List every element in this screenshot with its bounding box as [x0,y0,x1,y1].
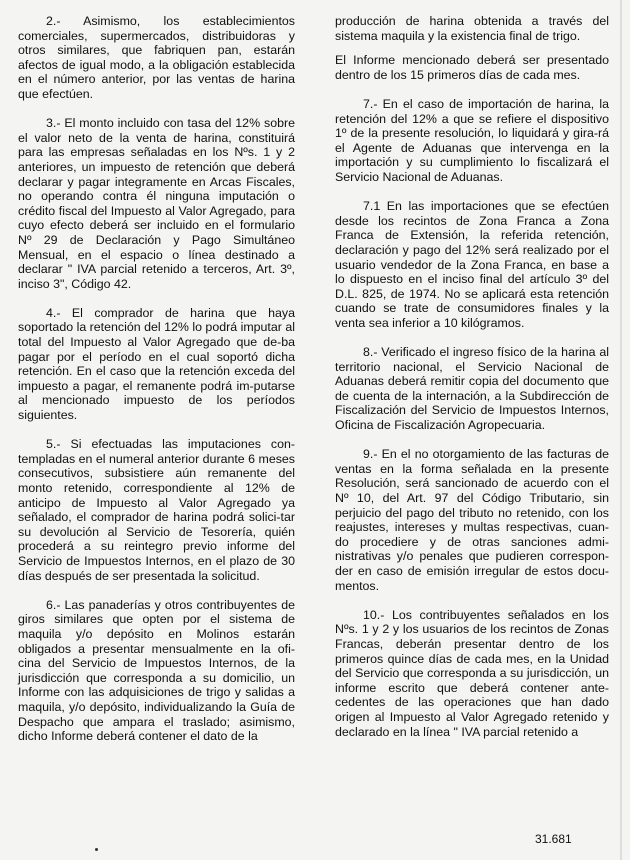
right-column [335,14,609,754]
paragraph-6-continued: producción de harina obtenida a través del sistema maquila y la existencia final de trigo. [335,14,609,43]
paragraph-9: 9.- En el no otorgamiento de las facturas de ventas en la forma señalada en la presente Resolución, será sancionado de acuerdo con el Nº 10, del Art. 97 del Código Tributario, sin perjuicio del pago del tributo no retenido, con los reajustes, intereses y multas respectivas, cuan-do procediere y de otras sanciones admi-nistrativas y/o penales que pudieren correspon-der en caso de emisión irregular de estos docu-mentos. [335,447,609,593]
left-column [18,14,295,758]
paragraph-7: 7.- En el caso de importación de harina, la retención del 12% a que se refiere el dispositivo 1º de la presente resolución, lo liquidará y gira-rá el Agente de Aduanas que intervenga en la importación y su cumplimiento lo fiscalizará el Servicio Nacional de Aduanas. [335,96,609,184]
paragraph-7-1: 7.1 En las importaciones que se efectúen desde los recintos de Zona Franca a Zona Franca de Extensión, la referida retención, declaración y pago del 12% será realizado por el usuario vendedor de la Zona Franca, en base a lo dispuesto en el inciso final del artículo 3º del D.L. 825, de 1974. No se aplicará esta retención cuando se trate de consumidores finales y la venta sea inferior a 10 kilógramos. [335,199,609,330]
paragraph-6: 6.- Las panaderías y otros contribuyentes de giros similares que opten por el sistema de maquila y/o depósito en Molinos estarán obligados a presentar mensualmente en la ofi-cina del Servicio de Impuestos Internos, de la jurisdicción que corresponda a su domicilio, un Informe con las adquisiciones de trigo y salidas a maquila, y/o depósito, individualizando la Guía de Despacho que ampara el traslado; asimismo, dicho Informe deberá contener el dato de la [18,597,295,744]
scan-speck [95,848,98,851]
paragraph-4: 4.- El comprador de harina que haya soportado la retención del 12% lo podrá imputar al total del Impuesto al Valor Agregado que de-ba pagar por el período en el cual soportó dicha retención. En el caso que la retención exceda del impuesto a pagar, el remanente podrá im-putarse al mencionado impuesto de los períodos siguientes. [18,305,295,423]
paragraph-8: 8.- Verificado el ingreso físico de la harina al territorio nacional, el Servicio Nacional de Aduanas deberá remitir copia del documento que de cuenta de la internación, a la Subdirección de Fiscalización del Servicio de Impuestos Internos, Oficina de Fiscalización Agropecuaria. [335,345,609,433]
paragraph-5: 5.- Si efectuadas las imputaciones con-templadas en el numeral anterior durante 6 meses consecutivos, subsistiere aún remanente del monto retenido, correspondiente al 12% de anticipo de Impuesto al Valor Agregado ya señalado, el comprador de harina podrá solici-tar su devolución al Servicio de Tesorería, quién procederá a su reintegro previo informe del Servicio de Impuestos Internos, en el plazo de 30 días después de ser presentada la solicitud. [18,437,295,583]
paragraph-2: 2.- Asimismo, los establecimientos comerciales, supermercados, distribuidoras y otros similares, que fabriquen pan, estarán afectos de igual modo, a la obligación establecida en el número anterior, por las ventas de harina que efectúen. [18,14,295,101]
paragraph-informe: El Informe mencionado deberá ser presentado dentro de los 15 primeros días de cada mes. [335,53,609,82]
page-number: 31.681 [535,832,572,846]
paragraph-3: 3.- El monto incluido con tasa del 12% sobre el valor neto de la venta de harina, constituirá para las empresas señaladas en los Nºs. 1 y 2 anteriores, un impuesto de retención que deberá declarar y pagar integramente en Arcas Fiscales, no operando contra él ninguna imputación o crédito fiscal del Impuesto al Valor Agregado, para cuyo efecto deberá ser incluido en el formulario Nº 29 de Declaración y Pago Simultáneo Mensual, en el espacio o línea destinado a declarar " IVA parcial retenido a terceros, Art. 3º, inciso 3", Código 42. [18,116,295,291]
paragraph-10: 10.- Los contribuyentes señalados en los Nºs. 1 y 2 y los usuarios de los recintos de Zonas Francas, deberán presentar dentro de los primeros quince días de cada mes, en la Unidad del Servicio que corresponda a su jurisdicción, un informe escrito que deberá contener ante-cedentes de las operaciones que han dado origen al Impuesto al Valor Agregado retenido y declarado en la línea " IVA parcial retenido a [335,607,609,739]
scan-edge [620,0,622,860]
